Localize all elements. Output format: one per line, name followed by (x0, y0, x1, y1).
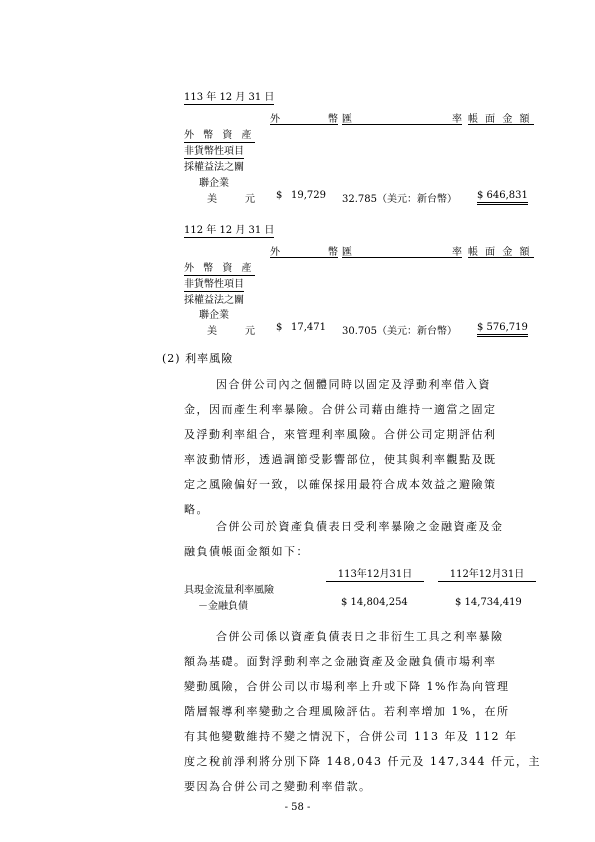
table1-date: 113 年 12 月 31 日 (184, 88, 274, 105)
table2-rate: 30.705（美元：新台幣） (342, 326, 457, 337)
table1-rate: 32.785（美元：新台幣） (342, 194, 457, 205)
table1-carrying: $ 646,831 (477, 190, 528, 205)
table2-row-label-2: 非貨幣性項目 (184, 275, 244, 292)
section-heading: (2) 利率風險 (162, 352, 234, 365)
table2-row-label-3: 採權益法之關 (184, 295, 244, 306)
paragraph-interest-risk (184, 372, 536, 522)
paragraph-sensitivity (184, 624, 541, 799)
table1-row-label-1: 外 幣 資 產 (184, 126, 255, 143)
paragraph-line: 率波動情形，透過調節受影響部位，使其與利率觀點及既 (184, 453, 497, 466)
paragraph-line: 度之稅前淨利將分別下降 148,043 仟元及 147,344 仟元，主 (184, 755, 541, 768)
paragraph-line: 及浮動利率組合，來管理利率風險。合併公司定期評估利 (184, 428, 497, 441)
table2-fc-amount: 17,471 (291, 322, 326, 333)
table1-fc-amount: 19,729 (291, 190, 326, 201)
table2-carrying: $ 576,719 (477, 322, 528, 337)
paragraph-exposure-intro (184, 514, 536, 564)
ir-table-row-group: 具現金流量利率風險 (184, 585, 274, 596)
table2-row-label-1: 外 幣 資 產 (184, 259, 255, 276)
table2-dollar-sign: $ (276, 322, 283, 333)
ir-table-col2: 112年12月31日 (438, 565, 536, 582)
paragraph-line: 要因為合併公司之變動利率借款。 (184, 780, 372, 793)
paragraph-line: 因合併公司內之個體同時以固定及浮動利率借入資 (216, 378, 491, 391)
paragraph-line: 金，因而產生利率暴險。合併公司藉由維持一適當之固定 (184, 403, 497, 416)
table1-header-carrying: 帳 面 金 額 (468, 110, 534, 125)
ir-table-val1: $ 14,804,254 (341, 597, 408, 608)
paragraph-line: 略。 (184, 503, 209, 516)
paragraph-line: 階層報導利率變動之合理風險評估。若利率增加 1%，在所 (184, 705, 510, 718)
ir-table-row-item: －金融負債 (198, 601, 248, 612)
paragraph-line: 融負債帳面金額如下： (184, 545, 309, 558)
table1-row-label-4: 聯企業 (199, 178, 229, 189)
table1-header-fc: 外 幣 (270, 110, 338, 125)
table2-currency: 美 元 (207, 326, 255, 337)
ir-table-val2: $ 14,734,419 (455, 597, 522, 608)
paragraph-line: 合併公司係以資產負債表日之非衍生工具之利率暴險 (216, 630, 504, 643)
table2-header-fc: 外 幣 (270, 243, 338, 258)
page-number: - 58 - (284, 802, 311, 813)
ir-table-col1: 113年12月31日 (326, 565, 424, 582)
table2-header-carrying: 帳 面 金 額 (468, 243, 534, 258)
table1-currency: 美 元 (207, 194, 255, 205)
table2-date: 112 年 12 月 31 日 (184, 221, 274, 238)
table1-dollar-sign: $ (276, 190, 283, 201)
table1-row-label-2: 非貨幣性項目 (184, 142, 244, 159)
paragraph-line: 變動風險，合併公司以市場利率上升或下降 1%作為向管理 (184, 680, 510, 693)
paragraph-line: 定之風險偏好一致，以確保採用最符合成本效益之避險策 (184, 478, 497, 491)
table1-row-label-3: 採權益法之關 (184, 162, 244, 173)
table1-header-rate: 匯 率 (342, 110, 462, 125)
table2-header-rate: 匯 率 (342, 243, 462, 258)
paragraph-line: 額為基礎。面對浮動利率之金融資產及金融負債市場利率 (184, 655, 497, 668)
table2-row-label-4: 聯企業 (199, 310, 229, 321)
paragraph-line: 有其他變數維持不變之情況下，合併公司 113 年及 112 年 (184, 730, 518, 743)
paragraph-line: 合併公司於資產負債表日受利率暴險之金融資產及金 (216, 520, 504, 533)
